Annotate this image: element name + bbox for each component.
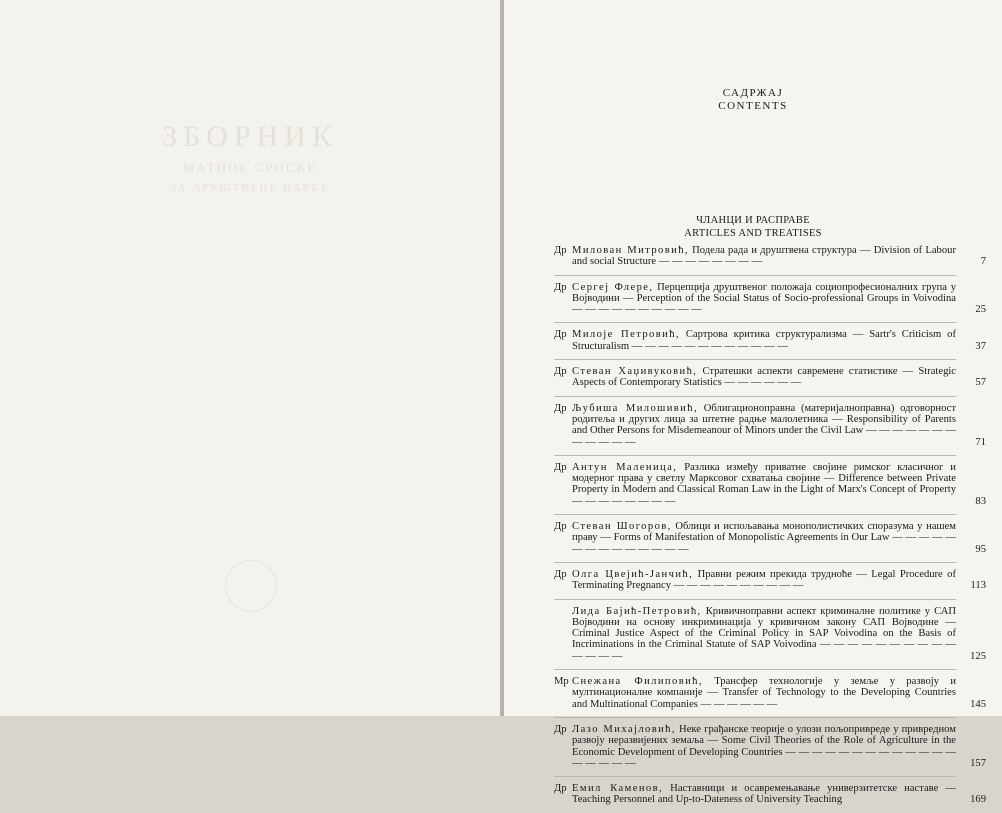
entry-prefix: Др xyxy=(554,245,567,256)
entry-page-number: 95 xyxy=(975,543,986,555)
entry-prefix: Др xyxy=(554,461,567,473)
entry-prefix: Др xyxy=(554,366,567,378)
entry-title: Стратешки аспекти савремене статистике — Strategic Aspects of Contemporary Statistics — — — — — — xyxy=(572,366,957,389)
entry-author: Емил Каменов, xyxy=(572,783,664,795)
entry-title: Перцепција друштвеног положаја социопрофесионалних група у Војводини — Perception of the Social Status of Socio-professional Groups in Voivodina — — — — — — — — — — xyxy=(572,281,956,316)
toc-entry[interactable] xyxy=(554,329,986,352)
entry-prefix: Др xyxy=(554,568,567,580)
divider xyxy=(554,359,956,360)
entry-page-number: 169 xyxy=(970,794,986,806)
entry-author: Милован Митровић, xyxy=(572,245,689,256)
divider xyxy=(554,322,956,323)
entry-title: Наставници и осавремењавање универзитетске наставе — Teaching Personnel and Up-to-Dateness of University Teaching xyxy=(572,783,956,806)
toc-entry[interactable] xyxy=(554,462,986,507)
toc-entry[interactable] xyxy=(554,606,986,662)
entry-prefix: Мр xyxy=(554,676,569,688)
entry-author: Лида Бајић-Петровић, xyxy=(572,605,702,617)
toc-entry[interactable] xyxy=(554,403,986,448)
toc-entry[interactable] xyxy=(554,783,986,806)
entry-page-number: 71 xyxy=(975,436,986,448)
right-page xyxy=(504,0,1002,806)
contents-heading xyxy=(504,87,1002,113)
entry-title: Правни режим прекида трудноће — Legal Procedure of Terminating Pregnancy — — — — — — — — — — xyxy=(572,568,956,592)
entry-prefix: Др xyxy=(554,329,567,341)
divider xyxy=(554,455,956,456)
ghost-subtitle-2: ЗА ДРУШТВЕНЕ НАУКЕ xyxy=(170,182,330,194)
divider xyxy=(554,776,956,777)
toc-entry[interactable] xyxy=(554,245,986,268)
divider xyxy=(554,275,956,276)
ghost-subtitle: МАТИЦЕ СРПСКЕ xyxy=(182,160,318,175)
entry-author: Лазо Михајловић, xyxy=(572,723,676,735)
entry-prefix: Др xyxy=(554,783,567,795)
entry-author: Олга Цвејић-Јанчић, xyxy=(572,568,694,580)
entry-prefix: Др xyxy=(554,521,567,533)
entry-page-number: 157 xyxy=(970,757,986,769)
table-of-contents xyxy=(554,245,986,813)
entry-prefix: Др xyxy=(554,402,567,414)
toc-entry[interactable] xyxy=(554,569,986,592)
entry-title: Трансфер технологије у земље у развоју и мултинационалне компаније — Transfer of Technology to the Developing Countries and Multinational Companies — — — — — — xyxy=(572,676,956,710)
entry-page-number: 57 xyxy=(975,377,986,389)
entry-title: Облигационоправна (материјалноправна) одговорност родитеља и других лица за штетне радње малолетника — Responsibility of Parents and Other Persons for Misdemeanour of Minors under the Civil Law — — — — — — — — — — — — xyxy=(572,402,956,448)
entry-page-number: 113 xyxy=(970,580,986,592)
entry-page-number: 25 xyxy=(975,304,986,316)
entry-title: Облици и испољавања монополистичких споразума у нашем праву — Forms of Manifestation of Monopolistic Agreements in Our Law — — — — — — — — — — — — — — xyxy=(572,521,956,555)
entry-page-number: 37 xyxy=(975,340,986,352)
entry-title: Неке грађанске теорије о улози пољопривреде у привредном развоју неразвијених земаља — Some Civil Theories of the Role of Agriculture in the Economic Development of Developing Countries — — — — — — — — — — — — — — — — — — xyxy=(572,723,956,769)
entry-page-number: 83 xyxy=(975,495,986,507)
contents-heading-sr: САДРЖАЈ xyxy=(722,87,784,99)
entry-author: Антун Маленица, xyxy=(572,461,678,473)
entry-author: Љубиша Милошивић, xyxy=(572,402,698,414)
section-heading xyxy=(504,214,1002,240)
entry-author: Снежана Филиповић, xyxy=(572,676,703,688)
section-heading-en: ARTICLES AND TREATISES xyxy=(684,228,822,239)
entry-author: Стеван Хаџивуковић, xyxy=(572,366,698,378)
entry-page-number: 7 xyxy=(980,256,986,268)
entry-page-number: 145 xyxy=(970,698,986,710)
divider xyxy=(554,717,956,718)
entry-title: Разлика између приватне својине римског класичног и модерног права у светлу Марксовог схватања својине — Difference between Private Property in Modern and Classical Roman Law in the Light of Marx's Concept of Property — — — — — — — — xyxy=(572,461,956,507)
left-page xyxy=(0,0,500,716)
divider xyxy=(554,562,956,563)
divider xyxy=(554,396,956,397)
toc-entry[interactable] xyxy=(554,282,986,316)
ghost-seal-icon xyxy=(225,560,277,612)
toc-entry[interactable] xyxy=(554,724,986,769)
entry-prefix xyxy=(554,606,572,662)
toc-entry[interactable] xyxy=(554,521,986,555)
entry-page-number: 125 xyxy=(970,650,986,662)
entry-prefix: Др xyxy=(554,281,567,293)
contents-heading-en: CONTENTS xyxy=(718,100,788,112)
entry-title: Подела рада и друштвена структура — Division of Labour and social Structure — — — — — — — — xyxy=(572,245,956,268)
entry-author: Милоје Петровић, xyxy=(572,329,680,341)
section-heading-sr: ЧЛАНЦИ И РАСПРАВЕ xyxy=(696,215,810,226)
entry-title: Кривичноправни аспект криминалне политике у САП Војводини на основу инкриминација у кривичном закону САП Војводине — Criminal Justice Aspect of the Criminal Policy in SAP Voivodina on the Basis of Incriminations in the Criminal Statute of SAP Voivodina — — — — — — — — — — — — — — xyxy=(572,605,957,662)
toc-entry[interactable] xyxy=(554,366,986,389)
divider xyxy=(554,599,956,600)
entry-author: Стеван Шогоров, xyxy=(572,521,672,533)
divider xyxy=(554,514,956,515)
entry-prefix: Др xyxy=(554,723,567,735)
toc-entry[interactable] xyxy=(554,676,986,710)
entry-author: Сергеј Флере, xyxy=(572,281,654,293)
ghost-title: ЗБОРНИК xyxy=(162,120,338,153)
divider xyxy=(554,669,956,670)
entry-title: Сартрова критика структурализма — Sartr's Criticism of Structuralism — — — — — — — — — — — — xyxy=(572,329,956,352)
